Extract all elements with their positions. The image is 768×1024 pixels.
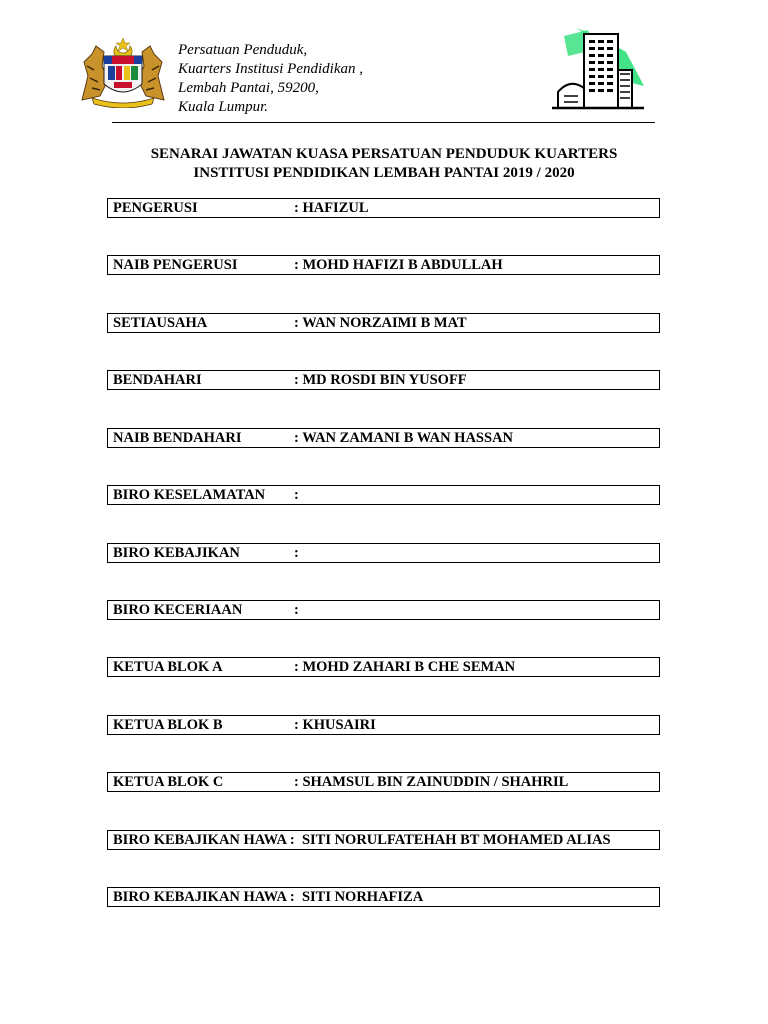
position-row-ketua-blok-a: [107, 657, 660, 677]
position-holder: : SHAMSUL BIN ZAINUDDIN / SHAHRIL: [294, 774, 569, 790]
title-line-1: SENARAI JAWATAN KUASA PERSATUAN PENDUDUK KUARTERS: [150, 146, 618, 162]
position-row-biro-keceriaan: [107, 600, 660, 620]
position-label: PENGERUSI: [113, 200, 198, 216]
address-line-4: Kuala Lumpur.: [178, 99, 269, 115]
address-line-2: Kuarters Institusi Pendidikan ,: [178, 61, 363, 77]
position-row-ketua-blok-b: [107, 715, 660, 735]
position-holder: :: [294, 487, 299, 503]
position-holder: :: [294, 545, 299, 561]
position-row-setiausaha: [107, 313, 660, 333]
position-label: KETUA BLOK B: [113, 717, 223, 733]
position-row-biro-kebajikan-hawa-1: [107, 830, 660, 850]
position-label: BIRO KEBAJIKAN: [113, 545, 240, 561]
position-label: BIRO KEBAJIKAN HAWA :: [113, 889, 295, 905]
coat-of-arms-icon: [78, 36, 168, 108]
position-row-biro-kebajikan: [107, 543, 660, 563]
position-row-biro-keselamatan: [107, 485, 660, 505]
address-line-3: Lembah Pantai, 59200,: [178, 80, 319, 96]
position-label: BIRO KECERIAAN: [113, 602, 243, 618]
building-logo-icon: [548, 26, 648, 112]
position-label: KETUA BLOK A: [113, 659, 223, 675]
position-holder: : HAFIZUL: [294, 200, 369, 216]
position-label: BIRO KESELAMATAN: [113, 487, 266, 503]
position-row-naib-pengerusi: [107, 255, 660, 275]
title-line-2: INSTITUSI PENDIDIKAN LEMBAH PANTAI 2019 / 2020: [193, 165, 575, 181]
position-label: NAIB PENGERUSI: [113, 257, 238, 273]
position-holder: SITI NORHAFIZA: [294, 889, 424, 905]
position-label: KETUA BLOK C: [113, 774, 224, 790]
position-label: BIRO KEBAJIKAN HAWA :: [113, 832, 295, 848]
address-line-1: Persatuan Penduduk,: [178, 42, 308, 58]
position-row-pengerusi: [107, 198, 660, 218]
position-holder: : MD ROSDI BIN YUSOFF: [294, 372, 467, 388]
position-label: SETIAUSAHA: [113, 315, 208, 331]
association-address: [178, 41, 363, 117]
position-holder: : WAN ZAMANI B WAN HASSAN: [294, 430, 514, 446]
document-title: [0, 145, 768, 183]
position-row-naib-bendahari: [107, 428, 660, 448]
position-holder: : MOHD ZAHARI B CHE SEMAN: [294, 659, 516, 675]
header-divider: [112, 122, 655, 123]
position-holder: SITI NORULFATEHAH BT MOHAMED ALIAS: [294, 832, 611, 848]
position-row-biro-kebajikan-hawa-2: [107, 887, 660, 907]
position-holder: : WAN NORZAIMI B MAT: [294, 315, 467, 331]
position-label: NAIB BENDAHARI: [113, 430, 242, 446]
position-row-bendahari: [107, 370, 660, 390]
position-label: BENDAHARI: [113, 372, 202, 388]
position-holder: :: [294, 602, 299, 618]
position-holder: : KHUSAIRI: [294, 717, 376, 733]
position-holder: : MOHD HAFIZI B ABDULLAH: [294, 257, 503, 273]
position-row-ketua-blok-c: [107, 772, 660, 792]
